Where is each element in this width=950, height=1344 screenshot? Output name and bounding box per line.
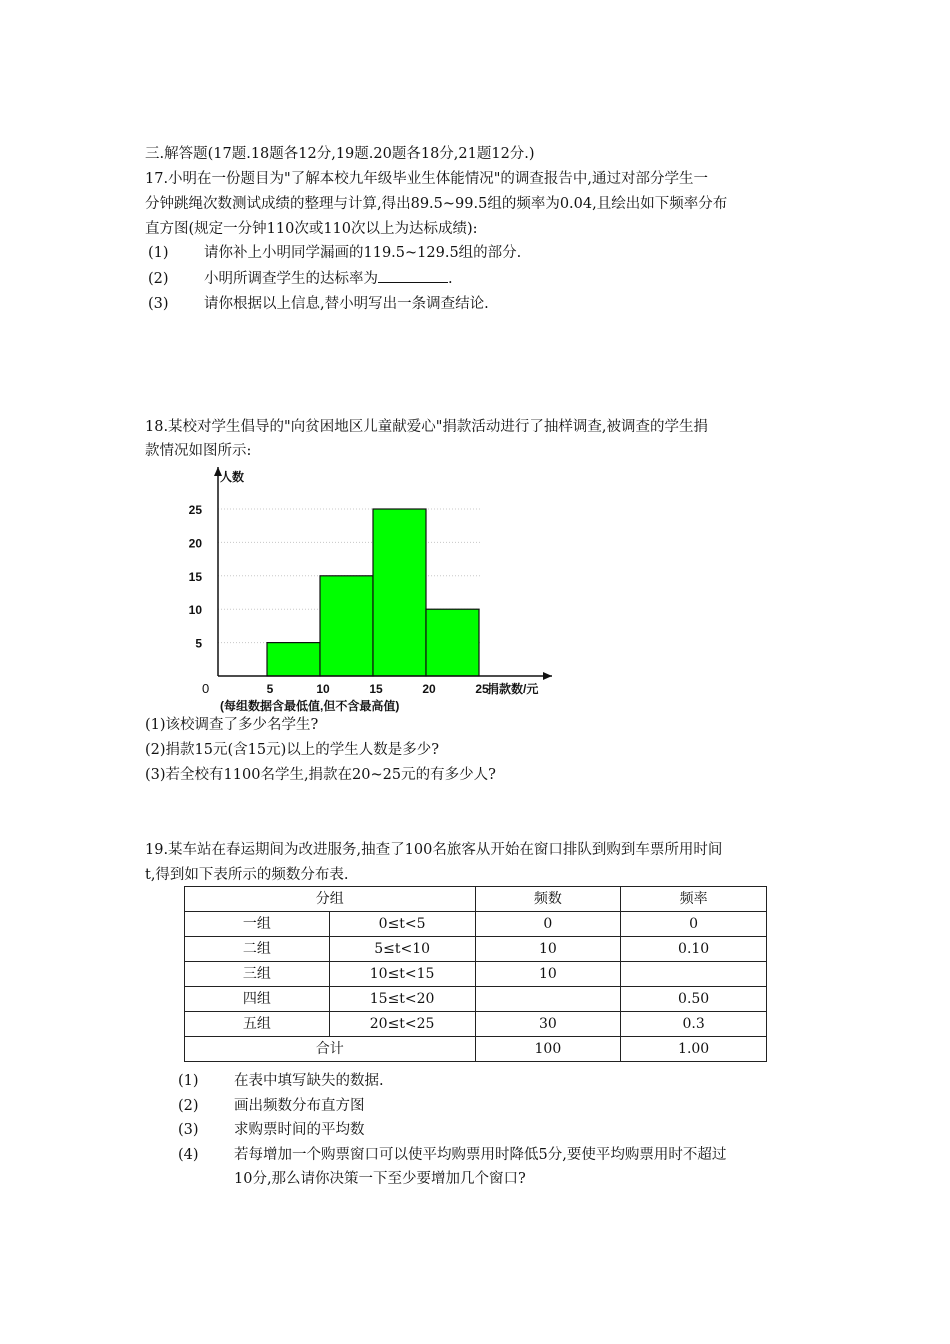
section-header: 三.解答题(17题.18题各12分,19题.20题各18分,21题12分.) <box>145 146 535 162</box>
y-axis-label: 人数 <box>220 470 245 484</box>
q18-item-1: (1)该校调查了多少名学生? <box>145 717 319 733</box>
x-tick-label: 10 <box>316 682 330 696</box>
table-row <box>185 987 767 1012</box>
table-cell: 10 <box>475 962 621 987</box>
item-text: 若每增加一个购票窗口可以使平均购票用时降低5分,要使平均购票用时不超过 <box>234 1147 727 1163</box>
q19-item-4 <box>178 1145 726 1165</box>
item-text: 请你根据以上信息,替小明写出一条调查结论. <box>204 296 489 312</box>
y-tick-label: 10 <box>188 603 202 618</box>
y-tick-label: 5 <box>195 636 202 651</box>
x-tick-label: 5 <box>266 682 274 696</box>
table-cell: 五组 <box>185 1012 330 1037</box>
y-tick-label: 20 <box>188 536 202 551</box>
q17-item-1 <box>148 243 521 263</box>
q19-item-3 <box>178 1120 365 1140</box>
table-row <box>185 1012 767 1037</box>
chart-note: (每组数据含最低值,但不含最高值) <box>220 699 400 713</box>
table-cell: 5≤t<10 <box>329 937 475 962</box>
y-tick-labels <box>189 503 203 651</box>
table-cell-blank[interactable] <box>475 987 621 1012</box>
header-cell: 频率 <box>621 887 767 912</box>
item-text: 在表中填写缺失的数据. <box>234 1073 384 1089</box>
answer-blank[interactable] <box>378 268 448 283</box>
item-suffix: . <box>448 271 453 287</box>
x-tick-labels <box>267 682 489 696</box>
header-cell: 分组 <box>185 887 476 912</box>
origin-label: 0 <box>202 681 210 696</box>
table-cell: 一组 <box>185 912 330 937</box>
item-text: 请你补上小明同学漏画的119.5~129.5组的部分. <box>204 245 522 261</box>
table-row <box>185 962 767 987</box>
table-cell-blank[interactable] <box>621 962 767 987</box>
x-tick-label: 20 <box>422 682 436 696</box>
table-cell: 30 <box>475 1012 621 1037</box>
x-tick-label: 15 <box>369 682 383 696</box>
q17-line: 17.小明在一份题目为"了解本校九年级毕业生体能情况"的调查报告中,通过对部分学生一 <box>145 171 709 187</box>
table-cell: 合计 <box>185 1037 476 1062</box>
q19-line: 19.某车站在春运期间为改进服务,抽查了100名旅客从开始在窗口排队到购到车票所用时间 <box>145 842 723 858</box>
item-text: 小明所调查学生的达标率为 <box>204 271 378 287</box>
table-header-row <box>185 887 767 912</box>
y-tick-label: 15 <box>188 569 202 584</box>
x-axis-label: 捐款数/元 <box>487 682 539 696</box>
table-cell: 0.3 <box>621 1012 767 1037</box>
q18-line: 18.某校对学生倡导的"向贫困地区儿童献爱心"捐款活动进行了抽样调查,被调查的学生捐 <box>145 419 709 435</box>
q18-item-2: (2)捐款15元(含15元)以上的学生人数是多少? <box>145 742 440 758</box>
q19-item-4-cont: 10分,那么请你决策一下至少要增加几个窗口? <box>234 1171 526 1187</box>
table-cell: 100 <box>475 1037 621 1062</box>
table-cell: 1.00 <box>621 1037 767 1062</box>
table-cell: 0 <box>475 912 621 937</box>
x-tick-label: 25 <box>475 682 489 696</box>
item-number: (3) <box>178 1122 199 1138</box>
table-cell: 0.10 <box>621 937 767 962</box>
table-cell: 20≤t<25 <box>329 1012 475 1037</box>
table-cell: 三组 <box>185 962 330 987</box>
histogram-bar <box>426 609 479 676</box>
item-number: (3) <box>148 296 169 312</box>
item-text: 求购票时间的平均数 <box>234 1122 365 1138</box>
q19-item-1 <box>178 1071 384 1091</box>
q19-line: t,得到如下表所示的频数分布表. <box>145 867 349 883</box>
table-cell: 10 <box>475 937 621 962</box>
item-text: 画出频数分布直方图 <box>234 1098 365 1114</box>
item-number: (4) <box>178 1147 199 1163</box>
q18-line: 款情况如图所示: <box>145 443 252 459</box>
table-cell: 15≤t<20 <box>329 987 475 1012</box>
q17-item-3 <box>148 294 489 314</box>
header-cell: 频数 <box>475 887 621 912</box>
table-cell: 0.50 <box>621 987 767 1012</box>
histogram-chart <box>180 462 560 718</box>
q17-line: 分钟跳绳次数测试成绩的整理与计算,得出89.5~99.5组的频率为0.04,且绘出如下频率分布 <box>145 196 728 212</box>
q17-item-2 <box>148 268 453 289</box>
table-cell: 10≤t<15 <box>329 962 475 987</box>
q17-line: 直方图(规定一分钟110次或110次以上为达标成绩): <box>145 221 478 237</box>
table-cell: 0≤t<5 <box>329 912 475 937</box>
item-number: (1) <box>178 1073 199 1089</box>
histogram-bars <box>267 509 479 676</box>
table-row <box>185 937 767 962</box>
table-cell: 二组 <box>185 937 330 962</box>
histogram-bar <box>267 643 320 676</box>
histogram-bar <box>373 509 426 676</box>
item-number: (1) <box>148 245 169 261</box>
y-tick-label: 25 <box>188 503 202 517</box>
histogram-bar <box>320 576 373 676</box>
item-number: (2) <box>178 1098 199 1114</box>
item-number: (2) <box>148 271 169 287</box>
table-cell: 四组 <box>185 987 330 1012</box>
q18-item-3: (3)若全校有1100名学生,捐款在20~25元的有多少人? <box>145 767 496 783</box>
table-cell: 0 <box>621 912 767 937</box>
table-total-row <box>185 1037 767 1062</box>
frequency-table <box>184 886 767 1062</box>
table-row <box>185 912 767 937</box>
q19-item-2 <box>178 1096 365 1116</box>
